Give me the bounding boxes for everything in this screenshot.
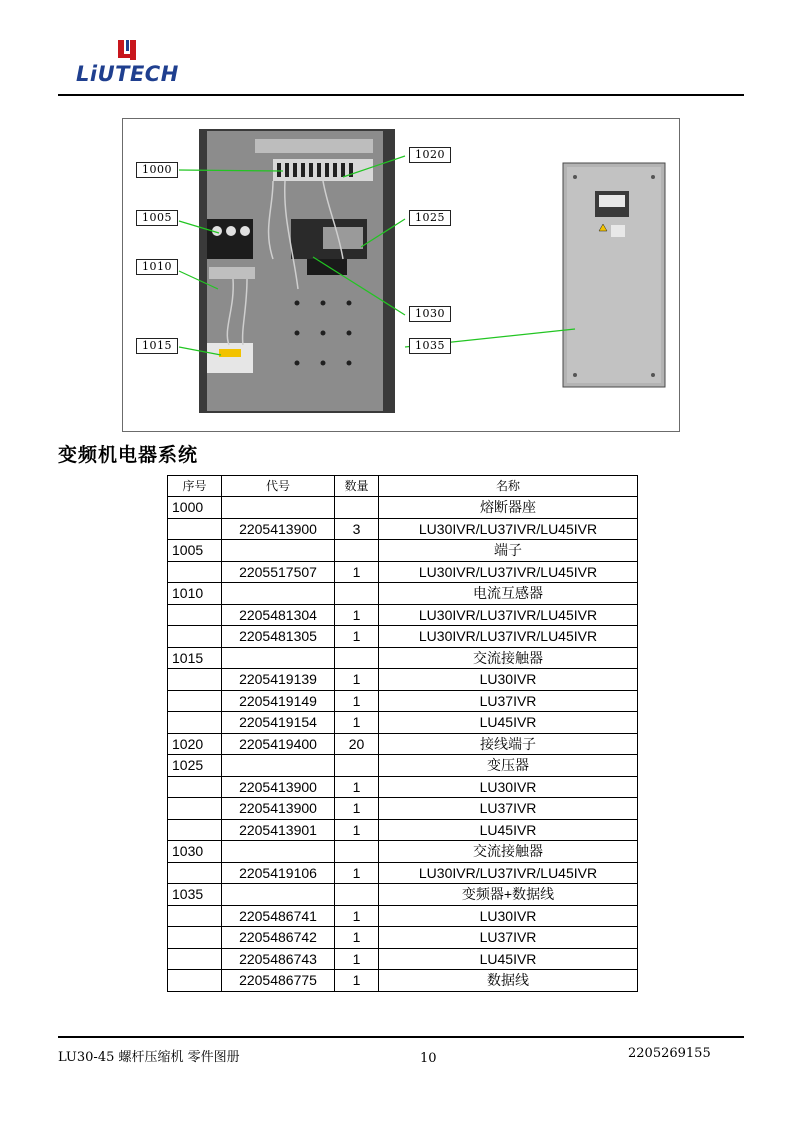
- cell-qty: [335, 755, 379, 777]
- cell-seq: [168, 518, 222, 540]
- cell-name: LU37IVR: [379, 690, 638, 712]
- cell-qty: 3: [335, 518, 379, 540]
- cell-name: 变压器: [379, 755, 638, 777]
- cell-seq: 1030: [168, 841, 222, 863]
- cell-qty: 1: [335, 905, 379, 927]
- section-title: 变频机电器系统: [58, 444, 199, 466]
- cell-qty: [335, 497, 379, 519]
- table-row: [168, 712, 638, 734]
- cell-code: 2205413900: [222, 518, 335, 540]
- header-seq: 序号: [168, 476, 222, 497]
- cell-seq: 1015: [168, 647, 222, 669]
- table-row: [168, 905, 638, 927]
- cell-code: 2205486741: [222, 905, 335, 927]
- cell-name: 电流互感器: [379, 583, 638, 605]
- callout-1020: 1020: [409, 147, 451, 163]
- cell-name: 变频器+数据线: [379, 884, 638, 906]
- table-row: [168, 647, 638, 669]
- table-row: [168, 561, 638, 583]
- cell-seq: [168, 712, 222, 734]
- contactor-1015: [207, 343, 253, 373]
- cell-seq: [168, 862, 222, 884]
- cell-name: LU30IVR: [379, 905, 638, 927]
- header-divider: [58, 94, 744, 96]
- table-row: [168, 755, 638, 777]
- cell-name: LU37IVR: [379, 927, 638, 949]
- cell-name: 端子: [379, 540, 638, 562]
- cell-name: 交流接触器: [379, 841, 638, 863]
- cell-seq: [168, 690, 222, 712]
- table-row: [168, 819, 638, 841]
- callout-1025: 1025: [409, 210, 451, 226]
- cell-name: LU37IVR: [379, 798, 638, 820]
- table-row: [168, 669, 638, 691]
- cell-qty: [335, 884, 379, 906]
- callout-1010: 1010: [136, 259, 178, 275]
- table-row: [168, 948, 638, 970]
- cell-seq: [168, 561, 222, 583]
- cell-qty: [335, 540, 379, 562]
- cell-name: LU30IVR: [379, 776, 638, 798]
- cell-name: 数据线: [379, 970, 638, 992]
- table-header-row: [168, 476, 638, 497]
- cell-qty: 1: [335, 690, 379, 712]
- callout-1035: 1035: [409, 338, 451, 354]
- cell-seq: 1000: [168, 497, 222, 519]
- cell-code: 2205419149: [222, 690, 335, 712]
- cell-name: LU30IVR/LU37IVR/LU45IVR: [379, 626, 638, 648]
- cell-code: 2205486742: [222, 927, 335, 949]
- cell-qty: 1: [335, 819, 379, 841]
- cell-seq: [168, 798, 222, 820]
- cell-name: 交流接触器: [379, 647, 638, 669]
- cell-code: 2205419154: [222, 712, 335, 734]
- table-row: [168, 540, 638, 562]
- cell-qty: [335, 841, 379, 863]
- table-row: [168, 690, 638, 712]
- cell-code: [222, 884, 335, 906]
- cell-code: [222, 755, 335, 777]
- callout-1000: 1000: [136, 162, 178, 178]
- cell-qty: 1: [335, 776, 379, 798]
- cell-name: LU30IVR: [379, 669, 638, 691]
- table-row: [168, 497, 638, 519]
- cell-code: 2205419139: [222, 669, 335, 691]
- contactor-1030: [307, 259, 347, 275]
- cell-code: 2205486743: [222, 948, 335, 970]
- callout-1015: 1015: [136, 338, 178, 354]
- footer-document-code: 2205269155: [628, 1046, 711, 1061]
- cell-qty: 1: [335, 561, 379, 583]
- cell-name: LU30IVR/LU37IVR/LU45IVR: [379, 561, 638, 583]
- cell-qty: 1: [335, 669, 379, 691]
- footer-divider: [58, 1036, 744, 1038]
- table-row: [168, 733, 638, 755]
- cell-name: LU45IVR: [379, 712, 638, 734]
- header-code: 代号: [222, 476, 335, 497]
- cell-seq: 1020: [168, 733, 222, 755]
- cell-seq: [168, 626, 222, 648]
- callout-1005: 1005: [136, 210, 178, 226]
- cell-code: 2205486775: [222, 970, 335, 992]
- table-row: [168, 862, 638, 884]
- company-logo: [76, 38, 179, 88]
- cell-seq: 1025: [168, 755, 222, 777]
- cell-name: LU30IVR/LU37IVR/LU45IVR: [379, 862, 638, 884]
- table-row: [168, 798, 638, 820]
- cell-seq: [168, 948, 222, 970]
- cell-code: 2205413900: [222, 776, 335, 798]
- cell-code: 2205413900: [222, 798, 335, 820]
- terminal-strip-top: [255, 139, 373, 153]
- cell-qty: [335, 647, 379, 669]
- panel-illustration: [123, 119, 679, 431]
- cell-qty: [335, 583, 379, 605]
- footer-document-title: LU30-45 螺杆压缩机 零件图册: [58, 1050, 240, 1065]
- cell-qty: 1: [335, 948, 379, 970]
- cell-code: 2205413901: [222, 819, 335, 841]
- header-name: 名称: [379, 476, 638, 497]
- cell-seq: [168, 905, 222, 927]
- cell-seq: 1005: [168, 540, 222, 562]
- callout-1030: 1030: [409, 306, 451, 322]
- cell-code: [222, 647, 335, 669]
- table-row: [168, 927, 638, 949]
- table-row: [168, 970, 638, 992]
- cell-seq: 1010: [168, 583, 222, 605]
- table-row: [168, 583, 638, 605]
- cell-qty: 1: [335, 604, 379, 626]
- header-qty: 数量: [335, 476, 379, 497]
- cell-name: LU30IVR/LU37IVR/LU45IVR: [379, 604, 638, 626]
- parts-table: [167, 475, 638, 992]
- table-row: [168, 626, 638, 648]
- cell-name: 接线端子: [379, 733, 638, 755]
- cell-code: 2205517507: [222, 561, 335, 583]
- cell-qty: 1: [335, 927, 379, 949]
- cell-seq: [168, 776, 222, 798]
- cell-code: 2205419106: [222, 862, 335, 884]
- cell-name: 熔断器座: [379, 497, 638, 519]
- cell-seq: [168, 669, 222, 691]
- table-row: [168, 841, 638, 863]
- cell-code: 2205419400: [222, 733, 335, 755]
- cell-qty: 20: [335, 733, 379, 755]
- cell-code: 2205481304: [222, 604, 335, 626]
- cell-qty: 1: [335, 626, 379, 648]
- cell-qty: 1: [335, 970, 379, 992]
- current-transformer-1010: [209, 267, 255, 279]
- logo-text: LiUTECH: [76, 62, 179, 86]
- cell-code: [222, 583, 335, 605]
- table-row: [168, 518, 638, 540]
- cell-code: [222, 497, 335, 519]
- footer-page-number: 10: [420, 1051, 437, 1066]
- cell-code: [222, 540, 335, 562]
- cell-qty: 1: [335, 862, 379, 884]
- cell-code: [222, 841, 335, 863]
- cell-name: LU30IVR/LU37IVR/LU45IVR: [379, 518, 638, 540]
- cell-seq: [168, 927, 222, 949]
- fuse-holders-1005: [207, 219, 253, 259]
- cell-qty: 1: [335, 798, 379, 820]
- cell-seq: [168, 604, 222, 626]
- table-row: [168, 776, 638, 798]
- cell-seq: 1035: [168, 884, 222, 906]
- table-row: [168, 604, 638, 626]
- cell-code: 2205481305: [222, 626, 335, 648]
- cell-qty: 1: [335, 712, 379, 734]
- electrical-panel-figure: [122, 118, 680, 432]
- cell-seq: [168, 970, 222, 992]
- logo-mark-icon: [114, 38, 140, 62]
- cell-name: LU45IVR: [379, 948, 638, 970]
- table-row: [168, 884, 638, 906]
- cell-seq: [168, 819, 222, 841]
- cell-name: LU45IVR: [379, 819, 638, 841]
